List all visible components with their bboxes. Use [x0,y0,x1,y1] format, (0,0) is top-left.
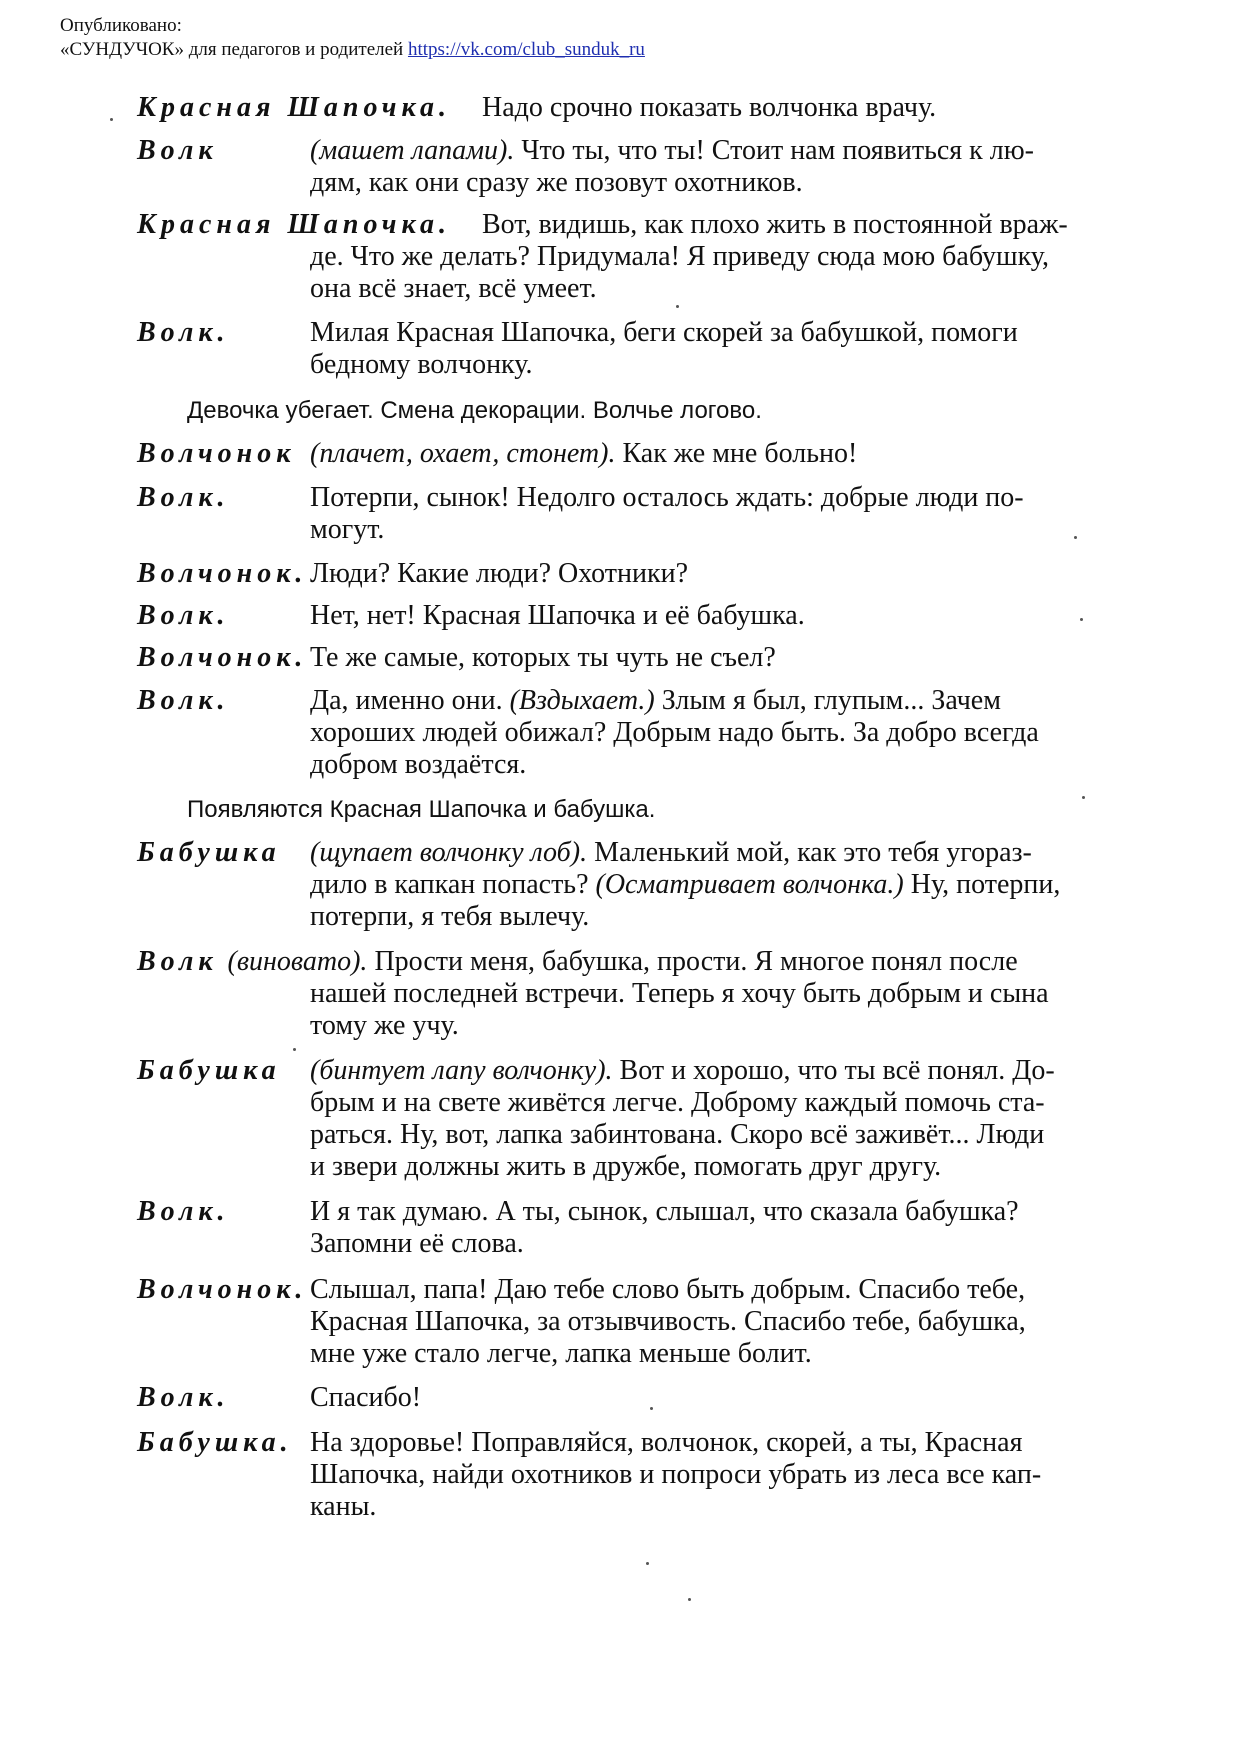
dialogue-line: потерпи, я тебя вылечу. [310,901,590,932]
stage-direction: (Осматривает волчонка.) [595,869,904,900]
dialogue-line: Волк (виновато). Прости меня, бабушка, прости. Я многое понял после [137,946,1018,977]
speaker-name: Волк. [137,317,230,348]
dialogue-line: Запомни её слова. [310,1228,524,1259]
dialogue-line: (плачет, охает, стонет). Как же мне больно! [310,438,858,469]
speaker-name: Волк. [137,600,230,631]
dialogue-line: На здоровье! Поправляйся, волчонок, скорей, а ты, Красная [310,1427,1023,1458]
speaker-name: Волчонок [137,438,296,469]
scan-speck [688,1598,691,1601]
speaker-name: Волчонок. [137,1274,308,1305]
dialogue-line: она всё знает, всё умеет. [310,273,597,304]
dialogue-line: дило в капкан попасть? (Осматривает волчонка.) Ну, потерпи, [310,869,1061,900]
publisher-name: «СУНДУЧОК» для педагогов и родителей [60,39,408,60]
vk-group-link[interactable]: https://vk.com/club_sunduk_ru [407,39,645,60]
dialogue-line: Надо срочно показать волчонка врачу. [482,92,937,123]
dialogue-line: Красная Шапочка, за отзывчивость. Спасибо тебе, бабушка, [310,1306,1026,1337]
speaker-name: Волк. [137,1196,230,1227]
publisher-line [60,38,645,62]
dialogue-line: (машет лапами). Что ты, что ты! Стоит нам появиться к лю- [310,135,1034,166]
stage-note: Девочка убегает. Смена декорации. Волчье логово. [187,397,762,424]
dialogue-line: могут. [310,514,385,545]
scan-speck [1074,536,1077,539]
dialogue-line: хороших людей обижал? Добрым надо быть. За добро всегда [310,717,1039,748]
speaker-name: Красная Шапочка. [137,92,451,123]
dialogue-line: Да, именно они. (Вздыхает.) Злым я был, глупым... Зачем [310,685,1001,716]
speaker-name: Волк. [137,685,230,716]
stage-direction: (щупает волчонку лоб). [310,837,588,868]
dialogue-line: мне уже стало легче, лапка меньше болит. [310,1338,812,1369]
dialogue-line: (бинтует лапу волчонку). Вот и хорошо, что ты всё понял. До- [310,1055,1055,1086]
scan-speck [1080,618,1083,621]
dialogue-line: Вот, видишь, как плохо жить в постоянной враж- [482,209,1068,240]
dialogue-line: Нет, нет! Красная Шапочка и её бабушка. [310,600,805,631]
dialogue-line: Спасибо! [310,1382,422,1413]
speaker-name: Волк. [137,482,230,513]
dialogue-line: Милая Красная Шапочка, беги скорей за бабушкой, помоги [310,317,1018,348]
dialogue-line: Люди? Какие люди? Охотники? [310,558,689,589]
scan-speck [650,1407,653,1410]
dialogue-line: де. Что же делать? Придумала! Я приведу сюда мою бабушку, [310,241,1049,272]
scan-speck [110,118,113,121]
dialogue-line: каны. [310,1491,377,1522]
dialogue-line: брым и на свете живётся легче. Доброму каждый помочь ста- [310,1087,1045,1118]
dialogue-line: (щупает волчонку лоб). Маленький мой, как это тебя угораз- [310,837,1032,868]
scan-speck [676,305,679,308]
speaker-name: Бабушка. [137,1427,293,1458]
stage-direction: (плачет, охает, стонет). [310,438,616,469]
speaker-name: Волк [137,135,218,166]
stage-direction: (Вздыхает.) [509,685,655,716]
speaker-name: Красная Шапочка. [137,209,451,240]
dialogue-line: Те же самые, которых ты чуть не съел? [310,642,776,673]
dialogue-line: Шапочка, найди охотников и попроси убрать из леса все кап- [310,1459,1042,1490]
stage-direction: (бинтует лапу волчонку). [310,1055,613,1086]
scan-speck [646,1562,649,1565]
dialogue-line: И я так думаю. А ты, сынок, слышал, что сказала бабушка? [310,1196,1019,1227]
speaker-name: Волчонок. [137,558,308,589]
dialogue-line: Слышал, папа! Даю тебе слово быть добрым. Спасибо тебе, [310,1274,1026,1305]
scan-speck [293,1048,296,1051]
dialogue-line: и звери должны жить в дружбе, помогать друг другу. [310,1151,942,1182]
stage-note: Появляются Красная Шапочка и бабушка. [187,796,656,823]
publication-note [60,14,645,62]
speaker-name: Бабушка [137,837,281,868]
dialogue-line: нашей последней встречи. Теперь я хочу быть добрым и сына [310,978,1049,1009]
published-label: Опубликовано: [60,15,182,36]
dialogue-line: Потерпи, сынок! Недолго осталось ждать: добрые люди по- [310,482,1024,513]
scan-speck [1082,796,1085,799]
stage-direction: (виновато). [227,946,368,977]
stage-direction: (машет лапами). [310,135,515,166]
dialogue-line: тому же учу. [310,1010,459,1041]
speaker-name: Волк. [137,1382,230,1413]
speaker-name: Волк [137,946,218,977]
speaker-name: Волчонок. [137,642,308,673]
speaker-name: Бабушка [137,1055,281,1086]
dialogue-line: дям, как они сразу же позовут охотников. [310,167,803,198]
dialogue-line: бедному волчонку. [310,349,533,380]
dialogue-line: добром воздаётся. [310,749,527,780]
dialogue-line: раться. Ну, вот, лапка забинтована. Скоро всё заживёт... Люди [310,1119,1045,1150]
